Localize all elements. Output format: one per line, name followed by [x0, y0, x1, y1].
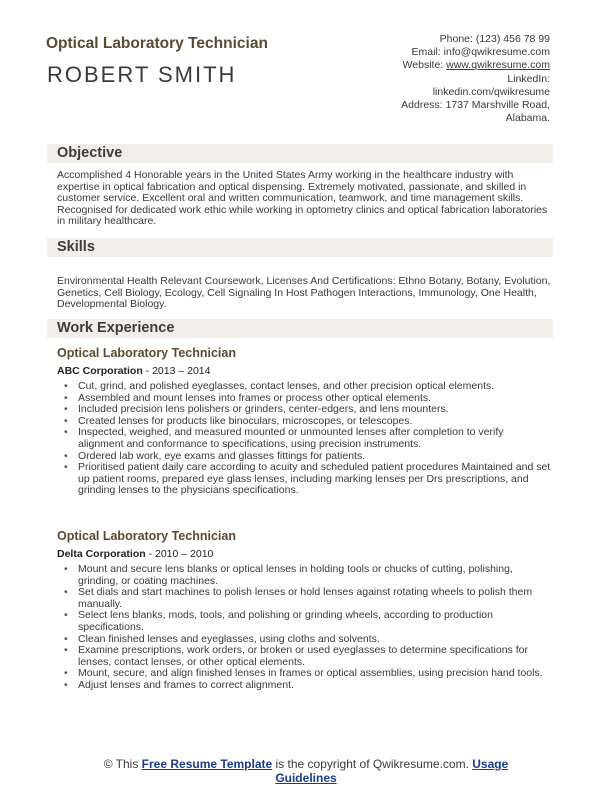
list-item: • Adjust lenses and frames to correct alignment. — [57, 680, 551, 692]
usage-guidelines-link-part-2[interactable]: Guidelines — [275, 771, 337, 785]
skills-section-header — [47, 238, 553, 257]
contact-address — [310, 99, 550, 112]
email-label: Email: — [411, 46, 441, 59]
email-value: info@qwikresume.com — [443, 46, 550, 59]
address-label: Address: — [401, 99, 443, 112]
contact-email — [310, 46, 550, 59]
list-item: • Inspected, weighed, and measured mounted or unmounted lenses after completion to verify alignment and conformance to specifications, using precision instruments. — [57, 427, 551, 450]
list-item: • Clean finished lenses and eyeglasses, using cloths and solvents. — [57, 634, 551, 646]
list-item: • Examine prescriptions, work orders, or broken or used eyeglasses to determine specifications for lenses, contact lenses, or other optical elements. — [57, 645, 551, 668]
candidate-name: ROBERT SMITH — [47, 62, 237, 87]
list-item: • Assembled and mount lenses into frames or process other optical elements. — [57, 393, 551, 405]
job-2-title: Optical Laboratory Technician — [57, 529, 236, 543]
contact-phone — [310, 33, 550, 46]
address-line-2: Alabama. — [505, 112, 550, 125]
contact-website — [310, 59, 550, 72]
work-heading: Work Experience — [57, 320, 175, 336]
job-1-company-line — [57, 365, 210, 377]
list-item: • Included precision lens polishers or grinders, center-edgers, and lens mounters. — [57, 404, 551, 416]
list-item: • Prioritised patient daily care according to acuity and scheduled patient procedures Maintained and set up patient rooms, prepared eye glass lenses, including marking lenses per Drs prescriptions, and grinding lenses to the physicians specifications. — [57, 462, 551, 497]
free-resume-template-link[interactable]: Free Resume Template — [141, 757, 273, 771]
skills-heading: Skills — [57, 239, 95, 255]
website-label: Website: — [402, 59, 444, 72]
work-section-header — [47, 319, 553, 338]
job-1-dates: - 2013 – 2014 — [142, 365, 211, 377]
objective-heading: Objective — [57, 145, 123, 161]
job-2-company-line — [57, 548, 213, 560]
phone-label: Phone: — [439, 33, 473, 45]
footer-prefix: © This — [103, 757, 142, 771]
contact-linkedin-value: linkedin.com/qwikresume — [432, 85, 550, 98]
contact-linkedin-label: LinkedIn: — [507, 72, 550, 85]
list-item: • Mount, secure, and align finished lenses in frames or optical assemblies, using precision hand tools. — [57, 668, 551, 680]
job-1-bullet-list — [57, 381, 551, 497]
footer-copyright — [0, 757, 612, 785]
phone-value: (123) 456 78 99 — [475, 33, 550, 45]
contact-block — [310, 33, 550, 125]
list-item: • Created lenses for products like binoculars, microscopes, or telescopes. — [57, 416, 551, 428]
usage-guidelines-link-part-1[interactable]: Usage — [472, 757, 509, 771]
job-2-dates: - 2010 – 2010 — [145, 548, 214, 560]
job-2-bullet-list — [57, 564, 551, 692]
address-line-1: 1737 Marshville Road, — [445, 99, 550, 112]
footer-middle: is the copyright of Qwikresume.com. — [272, 757, 473, 771]
job-2-company: Delta Corporation — [57, 548, 146, 560]
list-item: • Select lens blanks, mods, tools, and polishing or grinding wheels, according to production specifications. — [57, 610, 551, 633]
objective-text: Accomplished 4 Honorable years in the United States Army working in the healthcare industry with expertise in optical fabrication and optical dispensing. Extremely motivated, passionate, and skilled in customer service. Excellent oral and written communication, teamwork, and time management skills. Recognised for dedicated work ethic while working in optometry clinics and optical fabrication laboratories in military healthcare. — [57, 169, 548, 228]
list-item: • Cut, grind, and polished eyeglasses, contact lenses, and other precision optical elements. — [57, 381, 551, 393]
list-item: • Mount and secure lens blanks or optical lenses in holding tools or chucks of cutting, polishing, grinding, or coating machines. — [57, 564, 551, 587]
objective-section-header — [47, 144, 553, 163]
skills-text: Environmental Health Relevant Coursework, Licenses And Certifications: Ethno Botany, Botany, Evolution, Genetics, Cell Biology, Ecology, Cell Signaling In Host Pathogen Interactions, Immunology, One Health, Developmental Biology. — [57, 275, 551, 311]
job-1-title: Optical Laboratory Technician — [57, 346, 236, 360]
list-item: • Set dials and start machines to polish lenses or hold lenses against rotating wheels to polish them manually. — [57, 587, 551, 610]
list-item: • Ordered lab work, eye exams and glasses fittings for patients. — [57, 451, 551, 463]
header-job-title: Optical Laboratory Technician — [46, 35, 268, 52]
job-1-company: ABC Corporation — [57, 365, 143, 377]
website-link[interactable]: www.qwikresume.com — [446, 59, 550, 72]
